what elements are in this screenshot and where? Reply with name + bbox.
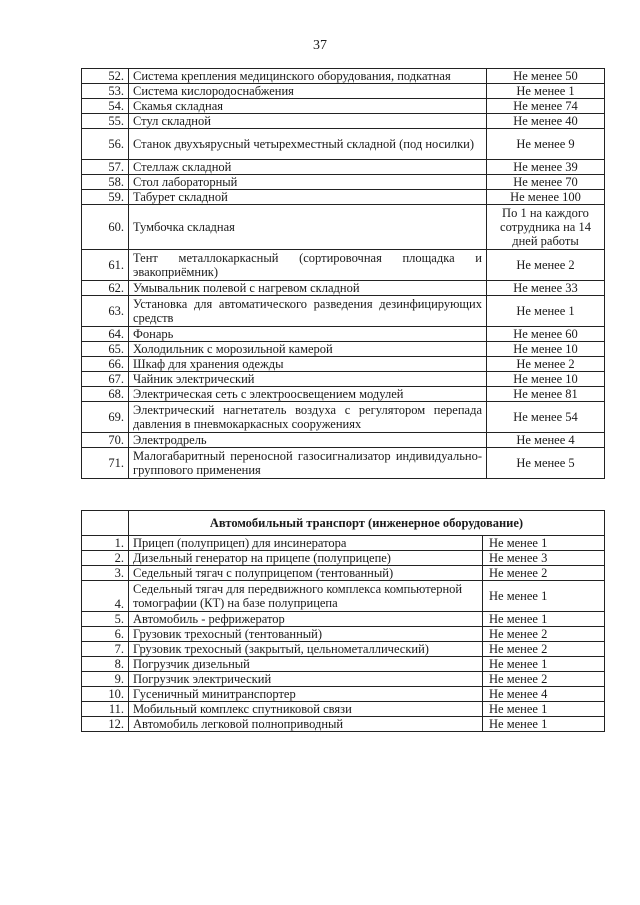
row-number: 3.	[82, 566, 129, 581]
row-number: 64.	[82, 327, 129, 342]
row-number: 67.	[82, 372, 129, 387]
item-name: Стул складной	[129, 114, 487, 129]
row-number: 66.	[82, 357, 129, 372]
item-name: Седельный тягач с полуприцепом (тентованный)	[129, 566, 483, 581]
item-quantity: Не менее 4	[483, 687, 605, 702]
item-quantity: Не менее 74	[487, 99, 605, 114]
item-quantity: По 1 на каждого сотрудника на 14 дней работы	[487, 205, 605, 250]
row-number: 63.	[82, 296, 129, 327]
item-name: Тумбочка складная	[129, 205, 487, 250]
row-number: 7.	[82, 642, 129, 657]
item-quantity: Не менее 33	[487, 281, 605, 296]
table-row	[82, 551, 605, 566]
item-quantity: Не менее 9	[487, 129, 605, 160]
item-quantity: Не менее 54	[487, 402, 605, 433]
item-name: Прицеп (полуприцеп) для инсинератора	[129, 536, 483, 551]
section-title: Автомобильный транспорт (инженерное оборудование)	[129, 511, 605, 536]
item-quantity: Не менее 2	[483, 627, 605, 642]
table-row	[82, 175, 605, 190]
item-name: Умывальник полевой с нагревом складной	[129, 281, 487, 296]
item-name: Грузовик трехосный (тентованный)	[129, 627, 483, 642]
row-number: 58.	[82, 175, 129, 190]
table-row	[82, 448, 605, 479]
item-quantity: Не менее 2	[483, 566, 605, 581]
item-name: Седельный тягач для передвижного комплекса компьютерной томографии (КТ) на базе полуприцепа	[129, 581, 483, 612]
item-quantity: Не менее 1	[483, 717, 605, 732]
row-number: 11.	[82, 702, 129, 717]
item-quantity: Не менее 100	[487, 190, 605, 205]
item-name: Автомобиль - рефрижератор	[129, 612, 483, 627]
table-row	[82, 581, 605, 612]
table-row	[82, 717, 605, 732]
table-row	[82, 657, 605, 672]
item-quantity: Не менее 2	[487, 357, 605, 372]
table-row	[82, 114, 605, 129]
page-number: 37	[313, 38, 327, 53]
table-row	[82, 433, 605, 448]
table-row	[82, 387, 605, 402]
item-name: Стеллаж складной	[129, 160, 487, 175]
row-number: 52.	[82, 69, 129, 84]
table-header-row	[82, 511, 605, 536]
item-name: Грузовик трехосный (закрытый, цельнометаллический)	[129, 642, 483, 657]
table-row	[82, 84, 605, 99]
table-row	[82, 566, 605, 581]
item-quantity: Не менее 70	[487, 175, 605, 190]
row-number: 1.	[82, 536, 129, 551]
row-number: 56.	[82, 129, 129, 160]
item-name: Чайник электрический	[129, 372, 487, 387]
table-row	[82, 160, 605, 175]
item-quantity: Не менее 40	[487, 114, 605, 129]
item-quantity: Не менее 39	[487, 160, 605, 175]
item-name: Фонарь	[129, 327, 487, 342]
item-quantity: Не менее 1	[483, 657, 605, 672]
item-name: Установка для автоматического разведения дезинфицирующих средств	[129, 296, 487, 327]
item-name: Погрузчик дизельный	[129, 657, 483, 672]
table-row	[82, 327, 605, 342]
item-quantity: Не менее 81	[487, 387, 605, 402]
row-number: 4.	[82, 581, 129, 612]
item-name: Система крепления медицинского оборудования, подкатная	[129, 69, 487, 84]
row-number: 9.	[82, 672, 129, 687]
table-row	[82, 702, 605, 717]
table-row	[82, 357, 605, 372]
item-name: Автомобиль легковой полноприводный	[129, 717, 483, 732]
row-number: 68.	[82, 387, 129, 402]
row-number: 5.	[82, 612, 129, 627]
item-quantity: Не менее 1	[483, 536, 605, 551]
item-name: Мобильный комплекс спутниковой связи	[129, 702, 483, 717]
item-quantity: Не менее 4	[487, 433, 605, 448]
row-number: 54.	[82, 99, 129, 114]
row-number: 59.	[82, 190, 129, 205]
table-row	[82, 342, 605, 357]
item-name: Малогабаритный переносной газосигнализатор индивидуально-группового применения	[129, 448, 487, 479]
row-number: 2.	[82, 551, 129, 566]
table-row	[82, 687, 605, 702]
row-number: 8.	[82, 657, 129, 672]
table-row	[82, 205, 605, 250]
item-quantity: Не менее 50	[487, 69, 605, 84]
item-name: Тент металлокаркасный (сортировочная площадка и эвакоприёмник)	[129, 250, 487, 281]
item-quantity: Не менее 1	[483, 702, 605, 717]
row-number: 62.	[82, 281, 129, 296]
item-quantity: Не менее 10	[487, 372, 605, 387]
row-number: 65.	[82, 342, 129, 357]
row-number: 69.	[82, 402, 129, 433]
item-quantity: Не менее 1	[487, 296, 605, 327]
item-name: Гусеничный минитранспортер	[129, 687, 483, 702]
row-number: 12.	[82, 717, 129, 732]
item-name: Шкаф для хранения одежды	[129, 357, 487, 372]
item-name: Табурет складной	[129, 190, 487, 205]
table-row	[82, 672, 605, 687]
table-row	[82, 372, 605, 387]
table-row	[82, 250, 605, 281]
item-quantity: Не менее 1	[483, 612, 605, 627]
item-quantity: Не менее 60	[487, 327, 605, 342]
item-quantity: Не менее 2	[487, 250, 605, 281]
table-row	[82, 642, 605, 657]
row-number: 57.	[82, 160, 129, 175]
item-name: Станок двухъярусный четырехместный складной (под носилки)	[129, 129, 487, 160]
row-number: 10.	[82, 687, 129, 702]
table-row	[82, 627, 605, 642]
table-row	[82, 536, 605, 551]
header-empty-cell	[82, 511, 129, 536]
item-quantity: Не менее 3	[483, 551, 605, 566]
row-number: 61.	[82, 250, 129, 281]
item-name: Погрузчик электрический	[129, 672, 483, 687]
row-number: 60.	[82, 205, 129, 250]
item-quantity: Не менее 1	[483, 581, 605, 612]
item-quantity: Не менее 2	[483, 642, 605, 657]
item-quantity: Не менее 2	[483, 672, 605, 687]
item-name: Скамья складная	[129, 99, 487, 114]
table-row	[82, 402, 605, 433]
item-name: Система кислородоснабжения	[129, 84, 487, 99]
item-name: Дизельный генератор на прицепе (полуприцепе)	[129, 551, 483, 566]
item-quantity: Не менее 1	[487, 84, 605, 99]
row-number: 53.	[82, 84, 129, 99]
item-quantity: Не менее 10	[487, 342, 605, 357]
row-number: 6.	[82, 627, 129, 642]
item-name: Электрический нагнетатель воздуха с регулятором перепада давления в пневмокаркасных сооружениях	[129, 402, 487, 433]
row-number: 71.	[82, 448, 129, 479]
table-row	[82, 99, 605, 114]
table-row	[82, 296, 605, 327]
row-number: 70.	[82, 433, 129, 448]
item-name: Электрическая сеть с электроосвещением модулей	[129, 387, 487, 402]
table-row	[82, 612, 605, 627]
table-row	[82, 129, 605, 160]
item-name: Электродрель	[129, 433, 487, 448]
table-row	[82, 281, 605, 296]
vehicle-table	[81, 510, 605, 732]
table-row	[82, 190, 605, 205]
item-quantity: Не менее 5	[487, 448, 605, 479]
equipment-table	[81, 68, 605, 479]
item-name: Холодильник с морозильной камерой	[129, 342, 487, 357]
table-row	[82, 69, 605, 84]
row-number: 55.	[82, 114, 129, 129]
item-name: Стол лабораторный	[129, 175, 487, 190]
